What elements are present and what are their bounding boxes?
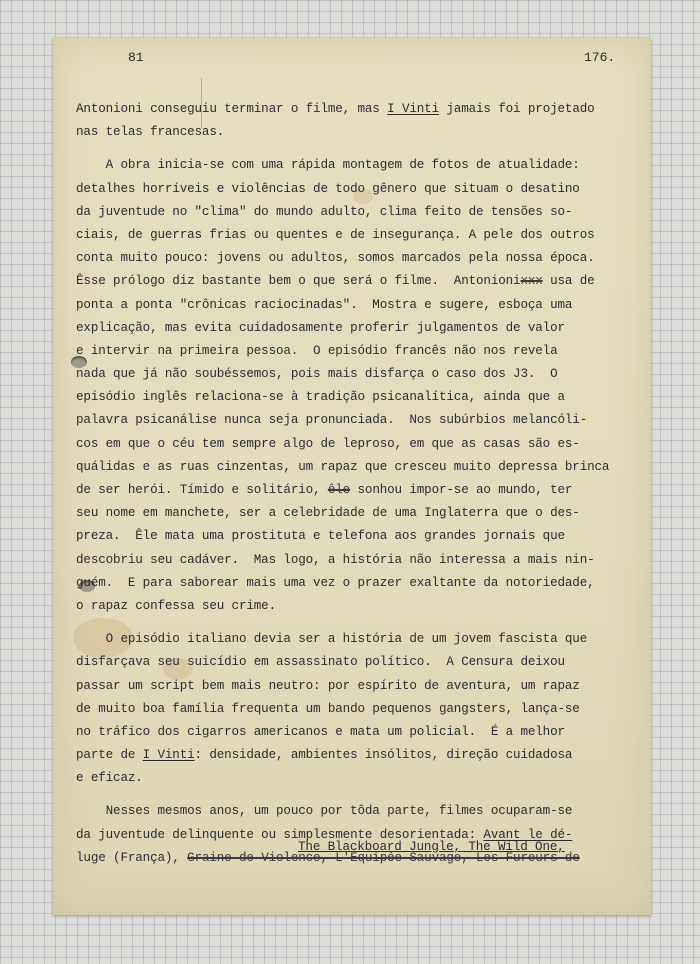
line-text: preza. Êle mata uma prostituta e telefona aos grandes jornais que bbox=[76, 529, 565, 544]
line-text: detalhes horríveis e violências de todo gênero que situam o desatino bbox=[76, 181, 580, 196]
line-text: de ser herói. Tímido e solitário, bbox=[76, 483, 328, 497]
text-line bbox=[76, 525, 596, 548]
line-text: descobriu seu cadáver. Mas logo, a história não interessa a mais nin- bbox=[76, 552, 595, 567]
text-line bbox=[76, 628, 596, 651]
struck-out-text: xxx bbox=[520, 274, 543, 289]
text-line bbox=[76, 178, 596, 201]
line-text: Êsse prólogo diz bastante bem o que será o filme. Antonioni bbox=[76, 274, 521, 289]
interlinear-correction: The Blackboard Jungle, The Wild One, bbox=[298, 839, 565, 854]
line-text: passar um script bem mais neutro: por espírito de aventura, um rapaz bbox=[76, 678, 580, 693]
line-text: e eficaz. bbox=[76, 771, 143, 786]
line-text: palavra psicanálise nunca seja pronunciada. Nos subúrbios melancóli- bbox=[76, 413, 588, 428]
text-line bbox=[76, 698, 596, 721]
underlined-title: Avant le dé- bbox=[483, 827, 573, 842]
text-line bbox=[76, 675, 596, 698]
underlined-title: I Vinti bbox=[142, 748, 195, 763]
text-line bbox=[76, 247, 596, 270]
text-line bbox=[76, 363, 596, 386]
line-text: de muito boa família frequenta um bando pequenos gangsters, lança-se bbox=[76, 701, 580, 716]
text-line bbox=[76, 270, 596, 293]
line-text: A obra inicia-se com uma rápida montagem de fotos de atualidade: bbox=[76, 158, 580, 173]
right-page-number: 176. bbox=[584, 50, 616, 65]
text-line bbox=[76, 154, 596, 177]
line-text: quálidas e as ruas cinzentas, um rapaz que cresceu muito depressa brinca bbox=[76, 459, 610, 474]
text-line bbox=[76, 839, 596, 870]
text-line bbox=[76, 502, 596, 525]
text-line bbox=[76, 201, 596, 224]
text-line bbox=[76, 224, 596, 247]
text-line bbox=[76, 800, 596, 823]
text-line bbox=[76, 721, 596, 744]
line-text: conta muito pouco: jovens ou adultos, somos marcados pela nossa época. bbox=[76, 251, 595, 266]
text-line bbox=[76, 386, 596, 409]
line-text: jamais foi projetado bbox=[438, 102, 595, 116]
line-text: cos em que o céu tem sempre algo de leproso, em que as casas são es- bbox=[76, 436, 580, 451]
text-line bbox=[76, 456, 610, 479]
text-line bbox=[76, 549, 596, 572]
line-text: episódio inglês relaciona-se à tradição psicanalítica, ainda que a bbox=[76, 390, 565, 405]
left-page-number: 81 bbox=[128, 50, 144, 65]
line-text: explicação, mas evita cuidadosamente proferir julgamentos de valor bbox=[76, 320, 565, 335]
line-text: Antonioni conseguiu terminar o filme, mas bbox=[76, 102, 388, 116]
text-line bbox=[76, 433, 596, 456]
underlined-title: I Vinti bbox=[387, 102, 439, 116]
text-line bbox=[76, 651, 596, 674]
line-text: seu nome em manchete, ser a celebridade de uma Inglaterra que o des- bbox=[76, 506, 580, 521]
text-line bbox=[76, 572, 596, 595]
line-text: parte de bbox=[76, 748, 143, 763]
line-text: no tráfico dos cigarros americanos e mata um policial. É a melhor bbox=[76, 724, 565, 739]
text-line bbox=[76, 744, 596, 767]
line-text: o rapaz confessa seu crime. bbox=[76, 598, 277, 613]
line-text: ciais, de guerras frias ou quentes e de insegurança. A pele dos outros bbox=[76, 227, 595, 242]
struck-out-text: Graine de Violence, L'Equipée Sauvage, Les Fureurs de bbox=[187, 850, 580, 865]
paragraph-gap bbox=[76, 144, 596, 154]
line-text: sonhou impor-se ao mundo, ter bbox=[350, 483, 573, 497]
text-line bbox=[76, 121, 596, 144]
paragraph-gap bbox=[76, 790, 596, 800]
line-text: nada que já não soubéssemos, pois mais disfarça o caso dos J3. O bbox=[76, 367, 558, 382]
text-line bbox=[76, 767, 596, 790]
line-text: luge (França), bbox=[76, 850, 188, 865]
line-text: ponta a ponta "crônicas raciocinadas". Mostra e sugere, esboça uma bbox=[76, 297, 573, 312]
line-text: : densidade, ambientes insólitos, direção cuidadosa bbox=[194, 748, 573, 763]
text-line bbox=[76, 479, 596, 502]
line-text: usa de bbox=[542, 274, 595, 289]
text-line bbox=[76, 317, 596, 340]
line-text: guém. E para saborear mais uma vez o prazer exaltante da notoriedade, bbox=[76, 575, 595, 590]
text-line bbox=[76, 294, 596, 317]
text-line bbox=[76, 340, 596, 363]
line-text: e intervir na primeira pessoa. O episódio francês não nos revela bbox=[76, 343, 558, 358]
line-text: disfarçava seu suicídio em assassinato político. A Censura deixou bbox=[76, 655, 565, 670]
line-text: O episódio italiano devia ser a história de um jovem fascista que bbox=[76, 632, 588, 647]
line-text: Nesses mesmos anos, um pouco por tôda parte, filmes ocuparam-se bbox=[76, 804, 573, 819]
line-text: nas telas francesas. bbox=[76, 125, 225, 140]
paragraph-gap bbox=[76, 618, 596, 628]
text-line bbox=[76, 409, 596, 432]
line-text: da juventude delinquente ou simplesmente desorientada: bbox=[76, 827, 484, 842]
struck-out-text: êle bbox=[327, 483, 351, 497]
body-text bbox=[76, 98, 610, 870]
text-line bbox=[76, 595, 596, 618]
text-line bbox=[76, 98, 596, 121]
line-text: da juventude no "clima" do mundo adulto, clima feito de tensões so- bbox=[76, 204, 573, 219]
